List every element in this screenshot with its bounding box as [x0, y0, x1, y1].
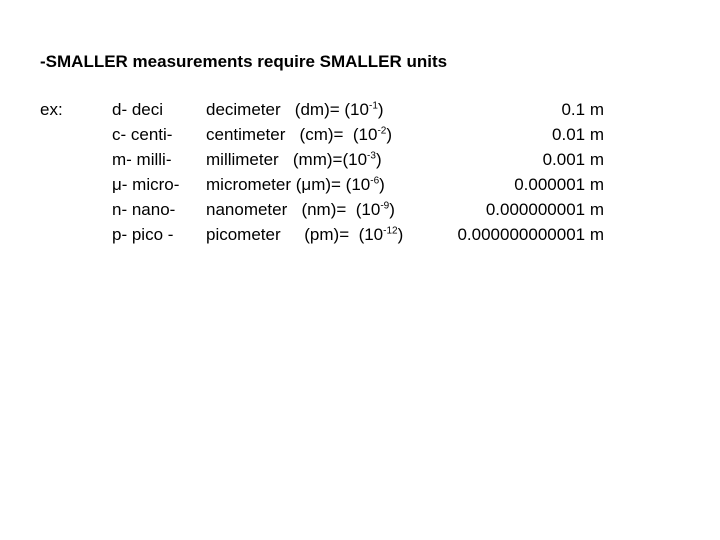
unit-close: )	[379, 175, 385, 194]
unit-item	[206, 197, 403, 222]
unit-column	[206, 97, 403, 247]
unit-item	[206, 172, 403, 197]
prefix-item: n- nano-	[112, 200, 176, 219]
prefix-item: d- deci	[112, 100, 164, 119]
value-item: 0.1 m	[561, 100, 604, 119]
prefix-item: p- pico -	[112, 225, 174, 244]
unit-item	[206, 222, 403, 247]
unit-item	[206, 97, 403, 122]
value-item: 0.001 m	[542, 150, 604, 169]
value-item: 0.000000001 m	[485, 200, 604, 219]
unit-item	[206, 122, 403, 147]
value-item: 0.000001 m	[514, 175, 604, 194]
value-item: 0.01 m	[552, 125, 604, 144]
unit-close: )	[377, 100, 384, 119]
unit-text: picometer (pm)= (10	[206, 225, 384, 244]
value-column	[420, 97, 604, 247]
unit-close: )	[397, 225, 404, 244]
prefix-item: μ- micro-	[112, 175, 180, 194]
unit-exponent: -12	[383, 225, 398, 237]
slide-heading: -SMALLER measurements require SMALLER units	[40, 52, 448, 71]
unit-exponent: -3	[367, 150, 376, 162]
unit-text: micrometer (μm)= (10	[206, 175, 371, 194]
prefix-item: c- centi-	[112, 125, 173, 144]
unit-text: decimeter (dm)= (10	[206, 100, 369, 119]
prefix-item: m- milli-	[112, 150, 172, 169]
unit-exponent: -1	[368, 100, 378, 112]
unit-item	[206, 147, 403, 172]
example-label: ex:	[40, 100, 63, 119]
unit-exponent: -2	[377, 125, 387, 137]
unit-text: millimeter (mm)=(10	[206, 150, 368, 169]
value-item: 0.000000000001 m	[457, 225, 604, 244]
unit-close: )	[389, 200, 395, 219]
prefix-column	[112, 97, 179, 247]
unit-text: nanometer (nm)= (10	[206, 200, 381, 219]
unit-exponent: -6	[370, 175, 380, 187]
unit-exponent: -9	[380, 200, 390, 212]
unit-text: centimeter (cm)= (10	[206, 125, 378, 144]
unit-close: )	[375, 150, 382, 169]
unit-close: )	[386, 125, 393, 144]
